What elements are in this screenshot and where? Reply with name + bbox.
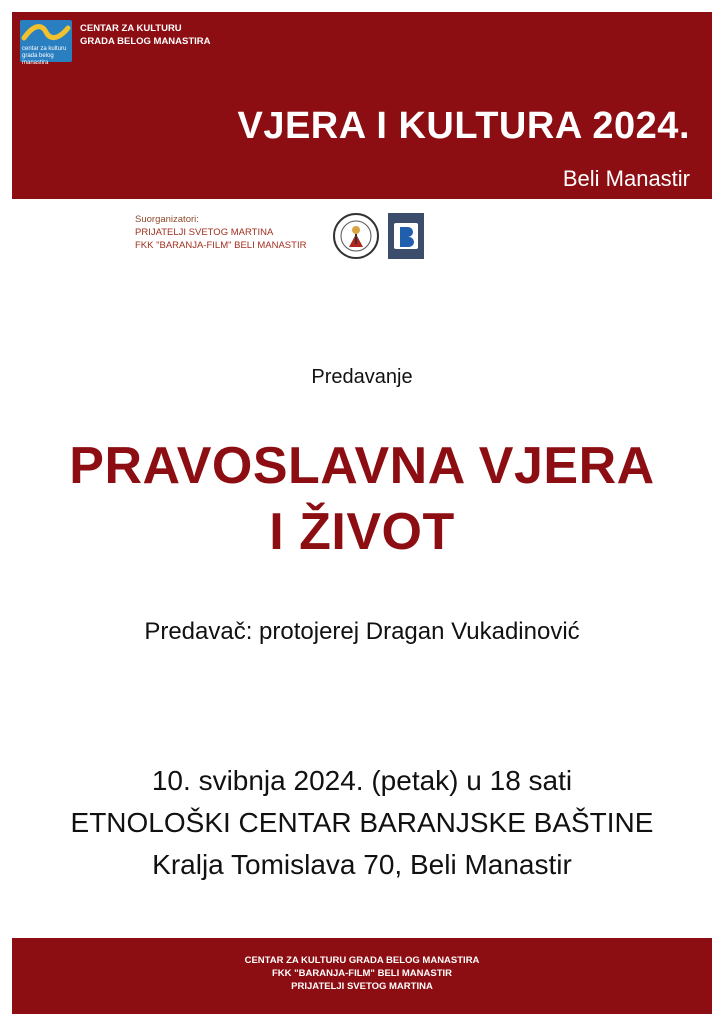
footer-line-2: FKK "BARANJA-FILM" BELI MANASTIR — [272, 968, 452, 979]
lecture-speaker: Predavač: protojerej Dragan Vukadinović — [144, 618, 580, 645]
logo-text-line-1: centar za kulturu — [22, 46, 67, 52]
event-date: 10. svibnja 2024. (petak) u 18 sati — [151, 765, 573, 796]
organizer-line-2: GRADA BELOG MANASTIRA — [80, 36, 211, 47]
coorganizer-1: PRIJATELJI SVETOG MARTINA — [135, 227, 274, 238]
lecture-title-line-1: PRAVOSLAVNA VJERA — [69, 437, 655, 495]
header-banner — [12, 12, 712, 199]
footer-line-1: CENTAR ZA KULTURU GRADA BELOG MANASTIRA — [244, 955, 480, 966]
coorganizer-2: FKK "BARANJA-FILM" BELI MANASTIR — [135, 240, 307, 251]
footer-line-3: PRIJATELJI SVETOG MARTINA — [291, 981, 433, 992]
organizer-line-1: CENTAR ZA KULTURU — [80, 23, 182, 34]
footer-banner — [12, 938, 712, 1014]
lecture-title-line-2: I ŽIVOT — [269, 503, 455, 561]
lecture-label: Predavanje — [311, 366, 413, 388]
culture-center-logo — [20, 20, 72, 66]
event-venue: ETNOLOŠKI CENTAR BARANJSKE BAŠTINE — [70, 807, 654, 838]
event-series-location: Beli Manastir — [562, 166, 690, 191]
lecture-title — [0, 433, 724, 565]
organizer-name — [80, 22, 211, 48]
coorganizers-label: Suorganizatori: — [135, 214, 199, 225]
event-details — [0, 760, 724, 886]
coorganizers-block — [135, 213, 306, 252]
baranja-film-logo — [388, 213, 424, 259]
st-martin-seal-logo — [333, 213, 379, 259]
event-address: Kralja Tomislava 70, Beli Manastir — [152, 849, 572, 880]
event-series-title: VJERA I KULTURA 2024. — [237, 105, 690, 147]
logo-text-line-2: grada belog manastira — [22, 53, 54, 66]
